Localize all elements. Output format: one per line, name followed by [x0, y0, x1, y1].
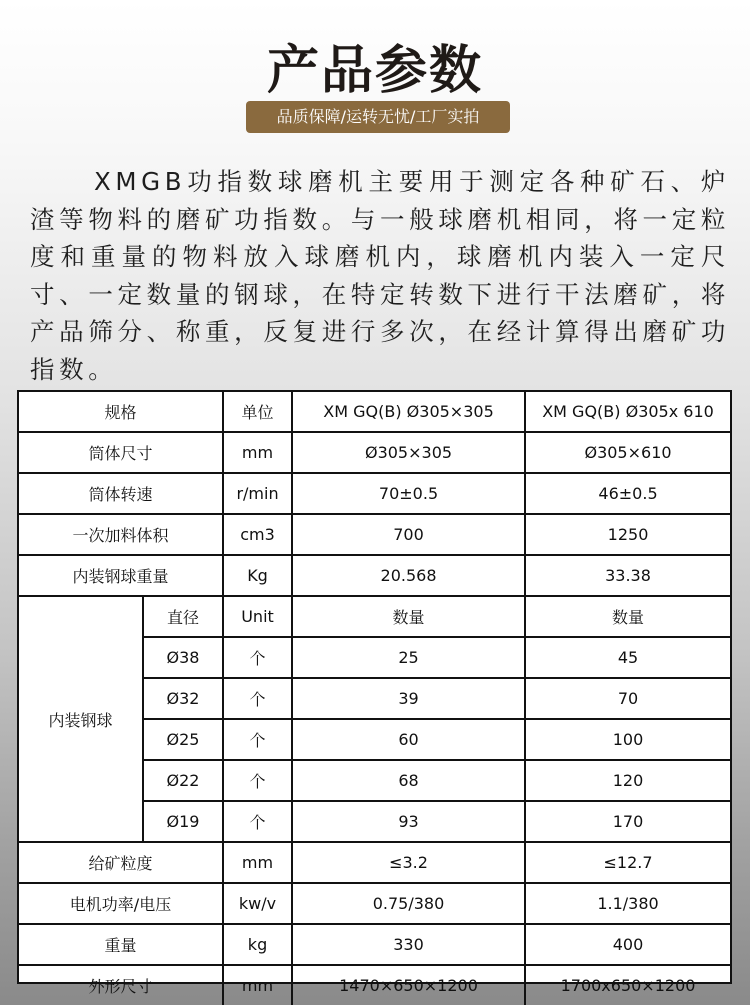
row-unit: mm — [223, 432, 292, 473]
ball-diameter: Ø22 — [143, 760, 223, 801]
row-unit: cm3 — [223, 514, 292, 555]
row-label: 电机功率/电压 — [19, 883, 223, 924]
ball-unit: 个 — [223, 678, 292, 719]
ball-diameter: Ø38 — [143, 637, 223, 678]
table-row — [19, 965, 730, 1005]
row-value-b: 1250 — [525, 514, 730, 555]
quality-badge: 品质保障/运转无忧/工厂实拍 — [246, 101, 510, 133]
ball-qty-b: 100 — [525, 719, 730, 760]
row-value-b: 400 — [525, 924, 730, 965]
balls-subheader-unit: Unit — [223, 596, 292, 637]
table-row — [19, 473, 730, 514]
ball-unit: 个 — [223, 760, 292, 801]
ball-qty-a: 93 — [292, 801, 525, 842]
row-unit: mm — [223, 965, 292, 1005]
row-label: 重量 — [19, 924, 223, 965]
table-row — [19, 842, 730, 883]
ball-unit: 个 — [223, 719, 292, 760]
ball-diameter: Ø32 — [143, 678, 223, 719]
ball-qty-b: 120 — [525, 760, 730, 801]
row-value-a: 330 — [292, 924, 525, 965]
ball-unit: 个 — [223, 637, 292, 678]
page-title: 产品参数 — [266, 41, 483, 101]
ball-qty-a: 68 — [292, 760, 525, 801]
ball-diameter: Ø25 — [143, 719, 223, 760]
table-row — [19, 883, 730, 924]
row-value-b: 1.1/380 — [525, 883, 730, 924]
row-label: 筒体尺寸 — [19, 432, 223, 473]
balls-subheader-diameter: 直径 — [143, 596, 223, 637]
intro-paragraph: XMGB功指数球磨机主要用于测定各种矿石、炉渣等物料的磨矿功指数。与一般球磨机相同，将一定粒度和重量的物料放入球磨机内，球磨机内装入一定尺寸、一定数量的钢球，在特定转数下进行干法磨矿，将产品筛分、称重，反复进行多次，在经计算得出磨矿功指数。 — [30, 167, 730, 384]
table-header-row — [19, 392, 730, 432]
header-model-a: XM GQ(B) Ø305×305 — [292, 392, 525, 432]
ball-qty-a: 60 — [292, 719, 525, 760]
row-value-a: Ø305×305 — [292, 432, 525, 473]
row-label: 一次加料体积 — [19, 514, 223, 555]
row-value-b: 1700x650×1200 — [525, 965, 730, 1005]
ball-qty-b: 170 — [525, 801, 730, 842]
row-value-b: ≤12.7 — [525, 842, 730, 883]
row-label: 给矿粒度 — [19, 842, 223, 883]
row-value-a: 1470×650×1200 — [292, 965, 525, 1005]
ball-qty-a: 25 — [292, 637, 525, 678]
row-value-a: 700 — [292, 514, 525, 555]
header-model-b: XM GQ(B) Ø305x 610 — [525, 392, 730, 432]
row-value-b: 46±0.5 — [525, 473, 730, 514]
table-row — [19, 432, 730, 473]
ball-qty-a: 39 — [292, 678, 525, 719]
row-unit: kw/v — [223, 883, 292, 924]
ball-qty-b: 70 — [525, 678, 730, 719]
table-row — [19, 596, 730, 637]
ball-qty-b: 45 — [525, 637, 730, 678]
row-value-a: 70±0.5 — [292, 473, 525, 514]
table-row — [19, 924, 730, 965]
table-row — [19, 514, 730, 555]
row-value-b: Ø305×610 — [525, 432, 730, 473]
balls-subheader-qty-a: 数量 — [292, 596, 525, 637]
spec-table-container — [17, 390, 732, 996]
row-value-a: 0.75/380 — [292, 883, 525, 924]
row-value-b: 33.38 — [525, 555, 730, 596]
ball-unit: 个 — [223, 801, 292, 842]
header-unit: 单位 — [223, 392, 292, 432]
row-unit: mm — [223, 842, 292, 883]
row-value-a: 20.568 — [292, 555, 525, 596]
header-spec: 规格 — [19, 392, 223, 432]
balls-subheader-qty-b: 数量 — [525, 596, 730, 637]
row-unit: Kg — [223, 555, 292, 596]
row-label: 外形尺寸 — [19, 965, 223, 1005]
row-unit: kg — [223, 924, 292, 965]
row-value-a: ≤3.2 — [292, 842, 525, 883]
spec-table — [19, 392, 730, 1005]
row-label: 内装钢球重量 — [19, 555, 223, 596]
row-unit: r/min — [223, 473, 292, 514]
row-label: 筒体转速 — [19, 473, 223, 514]
table-row — [19, 555, 730, 596]
balls-group-label: 内装钢球 — [19, 596, 143, 842]
ball-diameter: Ø19 — [143, 801, 223, 842]
